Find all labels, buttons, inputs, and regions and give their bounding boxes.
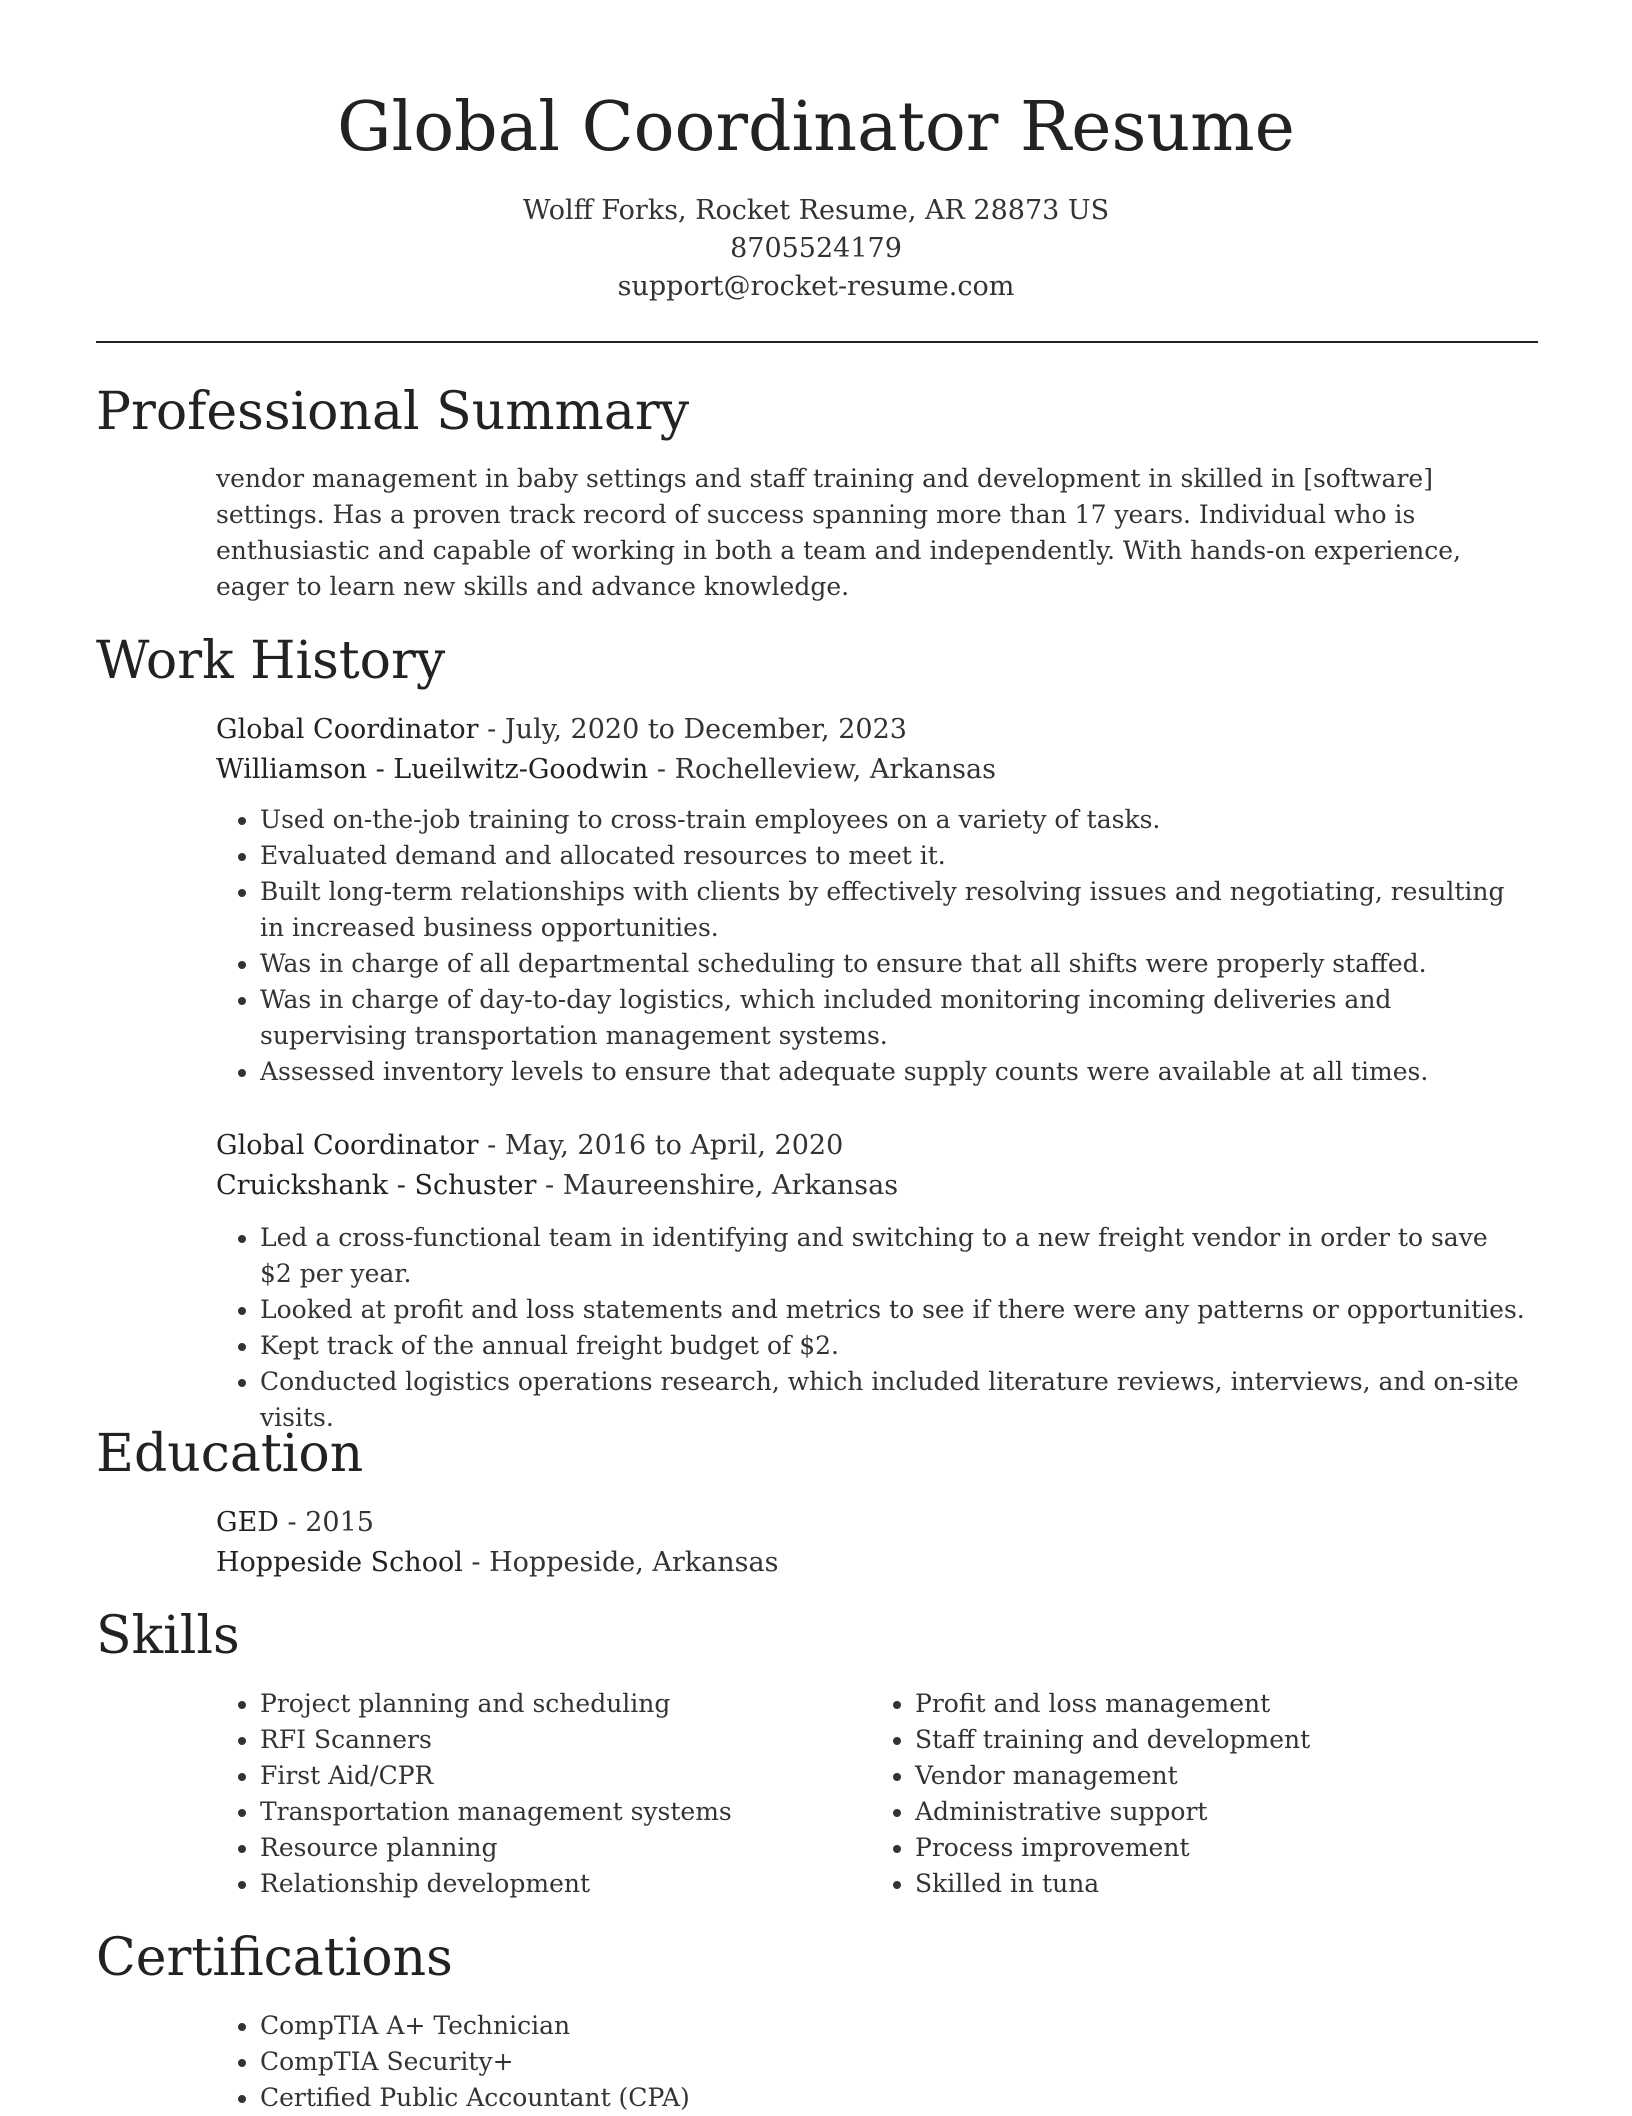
list-item: • Transportation management systems (260, 1794, 871, 1830)
skills-heading: Skills (96, 1606, 240, 1666)
list-item: • Assessed inventory levels to ensure that adequate supply counts were available at all times. (260, 1054, 1526, 1090)
list-item: • CompTIA A+ Technician (260, 2008, 1526, 2044)
job-title-line (216, 710, 1526, 750)
address: Wolff Forks, Rocket Resume, AR 28873 US (522, 195, 1110, 226)
skills-column-right (871, 1686, 1526, 1902)
list-item: • Kept track of the annual freight budget of $2. (260, 1328, 1526, 1364)
certifications-heading: Certifications (96, 1928, 453, 1988)
job-bullets (216, 802, 1526, 1090)
certifications-bullets (216, 2008, 1526, 2116)
job-company: Cruickshank - Schuster (216, 1170, 537, 1201)
resume-header (0, 0, 1632, 306)
list-item: • Led a cross-functional team in identifying and switching to a new freight vendor in order to save $2 per year. (260, 1220, 1526, 1292)
list-item: • Was in charge of day-to-day logistics, which included monitoring incoming deliveries and supervising transportation management systems. (260, 982, 1526, 1054)
job-title-line (216, 1126, 1526, 1166)
list-item: • Conducted logistics operations research, which included literature reviews, interviews, and on-site visits. (260, 1364, 1526, 1436)
school-line (216, 1543, 1526, 1583)
list-item: • Profit and loss management (915, 1686, 1526, 1722)
list-item: • Resource planning (260, 1830, 871, 1866)
job-entry (216, 1126, 1526, 1436)
school-name: Hoppeside School (216, 1547, 463, 1578)
work-history-heading: Work History (96, 631, 446, 691)
education-heading: Education (96, 1424, 364, 1484)
job-company-line (216, 750, 1526, 790)
job-dates: - May, 2016 to April, 2020 (478, 1130, 844, 1161)
list-item: • CompTIA Security+ (260, 2044, 1526, 2080)
list-item: • Staff training and development (915, 1722, 1526, 1758)
contact-info (0, 192, 1632, 306)
phone: 8705524179 (730, 233, 902, 264)
list-item: • Built long-term relationships with clients by effectively resolving issues and negotiating, resulting in increased business opportunities. (260, 874, 1526, 946)
list-item: • Evaluated demand and allocated resources to meet it. (260, 838, 1526, 874)
job-bullets (216, 1220, 1526, 1436)
list-item: • Skilled in tuna (915, 1866, 1526, 1902)
list-item: • Vendor management (915, 1758, 1526, 1794)
skills-list (216, 1686, 1526, 1902)
job-company-line (216, 1166, 1526, 1206)
email: support@rocket-resume.com (617, 271, 1015, 302)
job-role: Global Coordinator (216, 714, 479, 745)
summary-text: vendor management in baby settings and staff training and development in skilled in [software] settings. Has a proven track record of success spanning more than 17 years. Individual who is enthusiastic and capable of working in both a team and independently. With hands-on experience, eager to learn new skills and advance knowledge. (216, 464, 1461, 601)
header-divider (96, 341, 1538, 343)
degree-year: - 2015 (278, 1507, 374, 1538)
list-item: • Administrative support (915, 1794, 1526, 1830)
skills-column-left (216, 1686, 871, 1902)
job-entry (216, 710, 1526, 1090)
certifications-list (216, 2008, 1526, 2116)
page-title: Global Coordinator Resume (337, 88, 1295, 167)
list-item: • Looked at profit and loss statements and metrics to see if there were any patterns or opportunities. (260, 1292, 1526, 1328)
list-item: • Was in charge of all departmental scheduling to ensure that all shifts were properly staffed. (260, 946, 1526, 982)
skills-columns (216, 1686, 1526, 1902)
degree: GED (216, 1507, 279, 1538)
list-item: • Process improvement (915, 1830, 1526, 1866)
school-location: - Hoppeside, Arkansas (462, 1547, 779, 1578)
job-dates: - July, 2020 to December, 2023 (478, 714, 907, 745)
list-item: • Project planning and scheduling (260, 1686, 871, 1722)
summary-heading: Professional Summary (96, 382, 690, 442)
list-item: • RFI Scanners (260, 1722, 871, 1758)
job-company: Williamson - Lueilwitz-Goodwin (216, 754, 649, 785)
degree-line (216, 1503, 1526, 1543)
job-role: Global Coordinator (216, 1130, 479, 1161)
list-item: • Relationship development (260, 1866, 871, 1902)
job-location: - Maureenshire, Arkansas (536, 1170, 899, 1201)
list-item: • Certified Public Accountant (CPA) (260, 2080, 1526, 2116)
list-item: • Used on-the-job training to cross-train employees on a variety of tasks. (260, 802, 1526, 838)
job-location: - Rochelleview, Arkansas (648, 754, 996, 785)
list-item: • First Aid/CPR (260, 1758, 871, 1794)
education-entry (216, 1503, 1526, 1583)
